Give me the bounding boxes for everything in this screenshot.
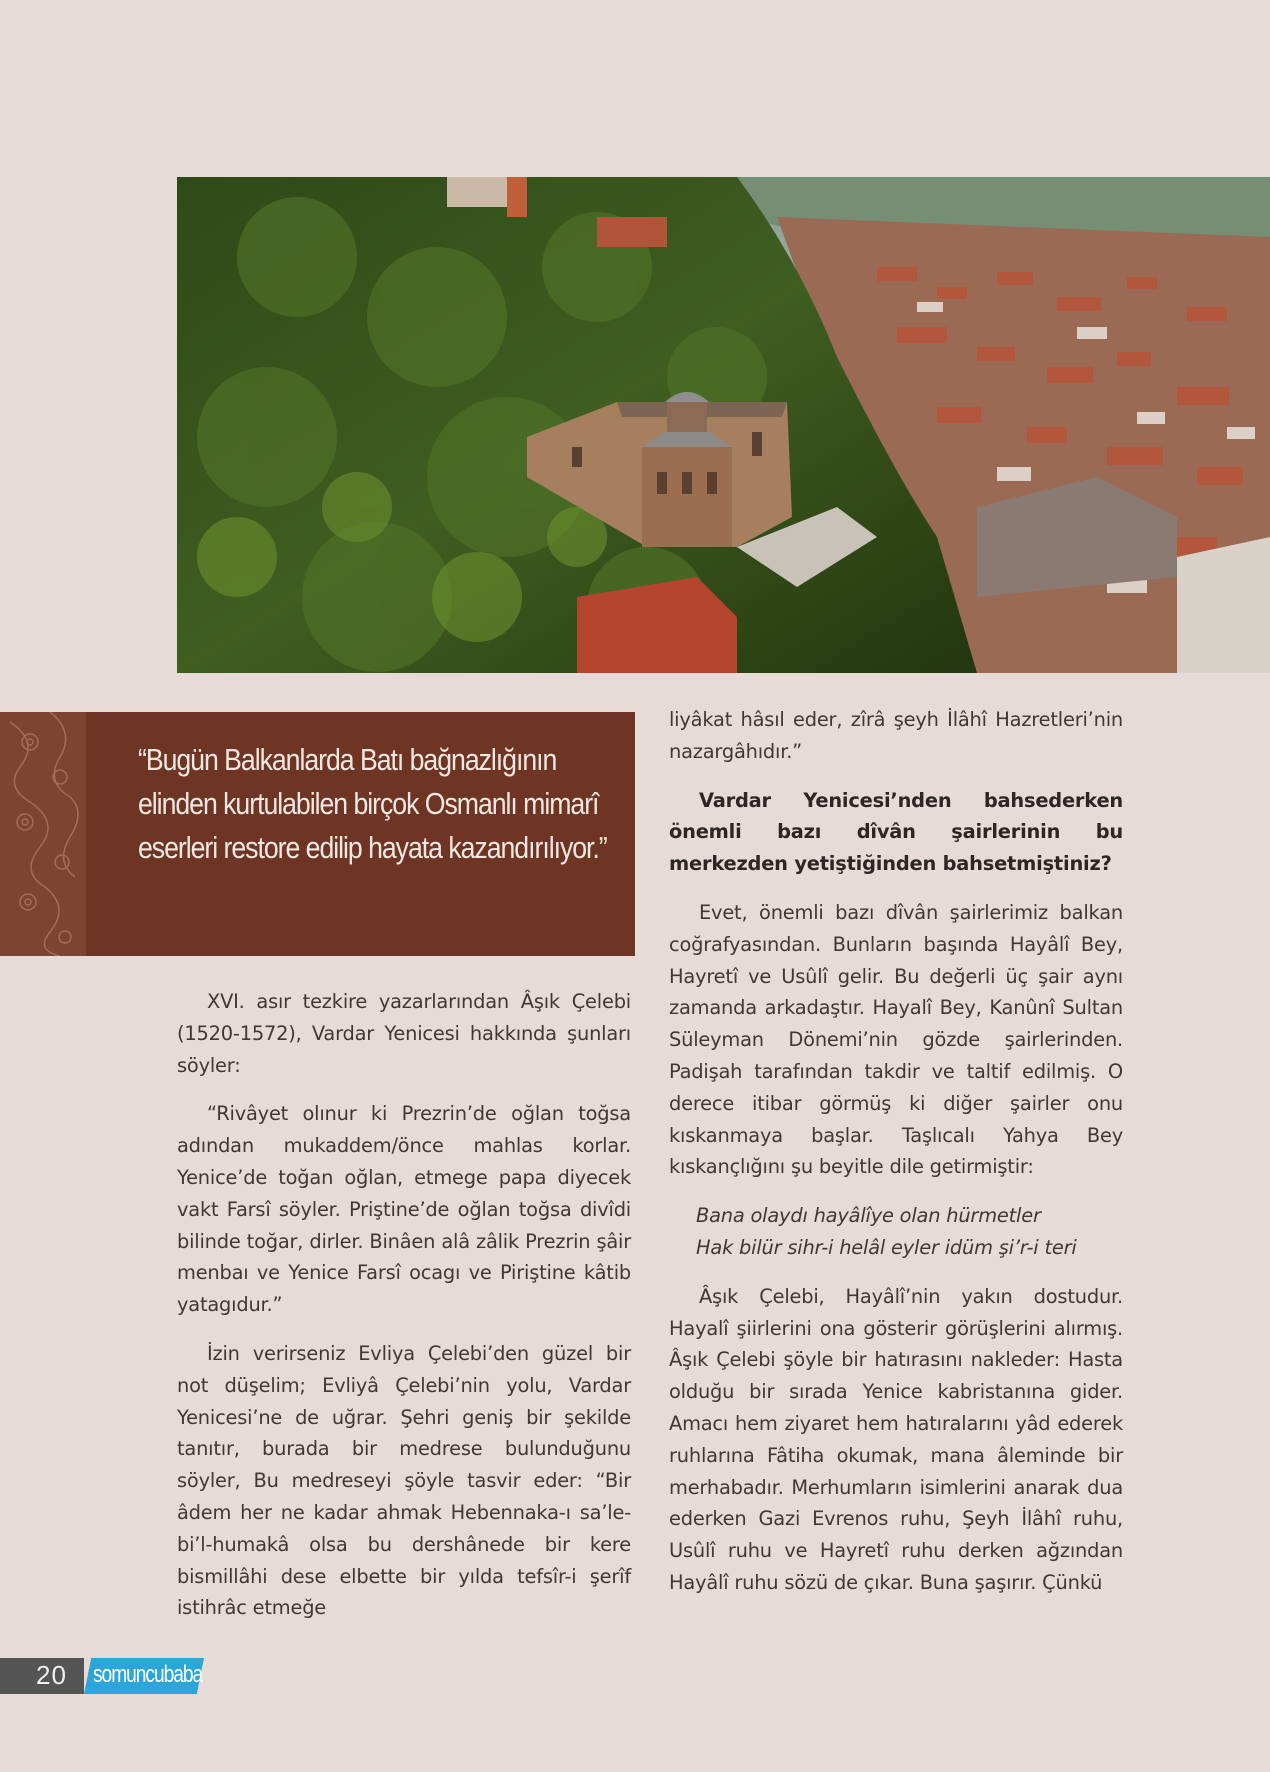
ornament-pattern-icon bbox=[0, 712, 86, 956]
verse-block bbox=[669, 1200, 1123, 1264]
verse-line: Bana olaydı hayâlîye olan hürmetler bbox=[696, 1204, 1041, 1228]
paragraph: XVI. asır tezkire yazarlarından Âşık Çelebi (1520-1572), Vardar Yenicesi hakkında şunları söyler: bbox=[177, 990, 631, 1077]
paragraph-quote: “Rivâyet olınur ki Prezrin’de oğlan toğsa adından mukaddem/önce mahlas korlar. Yenice’de toğan oğlan, etmege papa diyecek vakt Farsî söyler. Priştine’de oğlan toğsa divîdi bilinde toğar, dirler. Binâen alâ zâlik Prezrin şâir menbaı ve Yenice Farsî ocagı ve Piriştine kâtib yatagıdur.” bbox=[177, 1102, 631, 1317]
paragraph: Âşık Çelebi, Hayâlî’nin yakın dostudur. Hayalî şiirlerini ona gösterir görüşlerini alırmış. Âşık Çelebi şöyle bir hatırasını nakleder: Hasta olduğu bir sırada Yenice kabristanına gider. Amacı hem ziyaret hem hatıralarını yâd ederek ruhlarına Fâtiha okumak, mana âleminde bir merhabadır. Merhumların isimlerini anarak dua ederken Gazi Evrenos ruhu, Şeyh İlâhî ruhu, Usûlî ruhu ve Hayretî ruhu derken ağzından Hayâlî ruhu sözü de çıkar. Buna şaşırır. Çünkü bbox=[669, 1284, 1123, 1594]
interview-question: Vardar Yenicesi’nden bahsederken önemli bazı dîvân şairlerinin bu merkezden yetiştiğinden bahsetmiştiniz? bbox=[669, 788, 1123, 876]
page-footer bbox=[0, 1658, 206, 1694]
paragraph: Evet, önemli bazı dîvân şairlerimiz balkan coğrafyasından. Bunların başında Hayâlî Bey, Hayretî ve Usûlî gelir. Bu değerli üç şair aynı zamanda arkadaştır. Hayalî Bey, Kanûnî Sultan Süleyman Dönemi’nin gözde şairlerinden. Padişah tarafından takdir ve taltif edilmiş. O derece itibar görmüş ki diğer şairler onu kıskanmaya başlar. Taşlıcalı Yahya Bey kıskançlığını şu beyitle dile getirmiştir: bbox=[669, 900, 1123, 1179]
verse-line: Hak bilür sihr-i helâl eyler idüm şi’r-i teri bbox=[696, 1235, 1077, 1259]
page-number: 20 bbox=[36, 1660, 67, 1690]
hero-photo bbox=[177, 177, 1270, 673]
brand-logo: somuncubaba bbox=[93, 1661, 203, 1688]
paragraph-continuation: liyâkat hâsıl eder, zîrâ şeyh İlâhî Hazretleri’nin nazargâhıdır.” bbox=[669, 708, 1123, 763]
landscape-image bbox=[177, 177, 1270, 673]
left-column bbox=[177, 986, 631, 1641]
pull-quote-box bbox=[0, 712, 635, 956]
right-column bbox=[669, 704, 1123, 1616]
pull-quote-text: “Bugün Balkanlarda Batı bağnazlığının elinden kurtulabilen birçok Osmanlı mimarî eserleri restore edilip hayata kazandırılıyor.” bbox=[138, 742, 607, 865]
paragraph: İzin verirseniz Evliya Çelebi’den güzel bir not düşelim; Evliyâ Çelebi’nin yolu, Vardar Yenicesi’ne de uğrar. Şehri geniş bir şekilde tanıtır, burada bir medrese bulunduğunu söyler, Bu medreseyi şöyle tasvir eder: “Bir âdem her ne kadar ahmak Hebennaka-ı sa’le-bi’l-humakâ olsa bu dershânede bir kere bismillâhi dese elbette bir yılda tefsîr-i şerîf istihrâc etmeğe bbox=[177, 1341, 631, 1620]
